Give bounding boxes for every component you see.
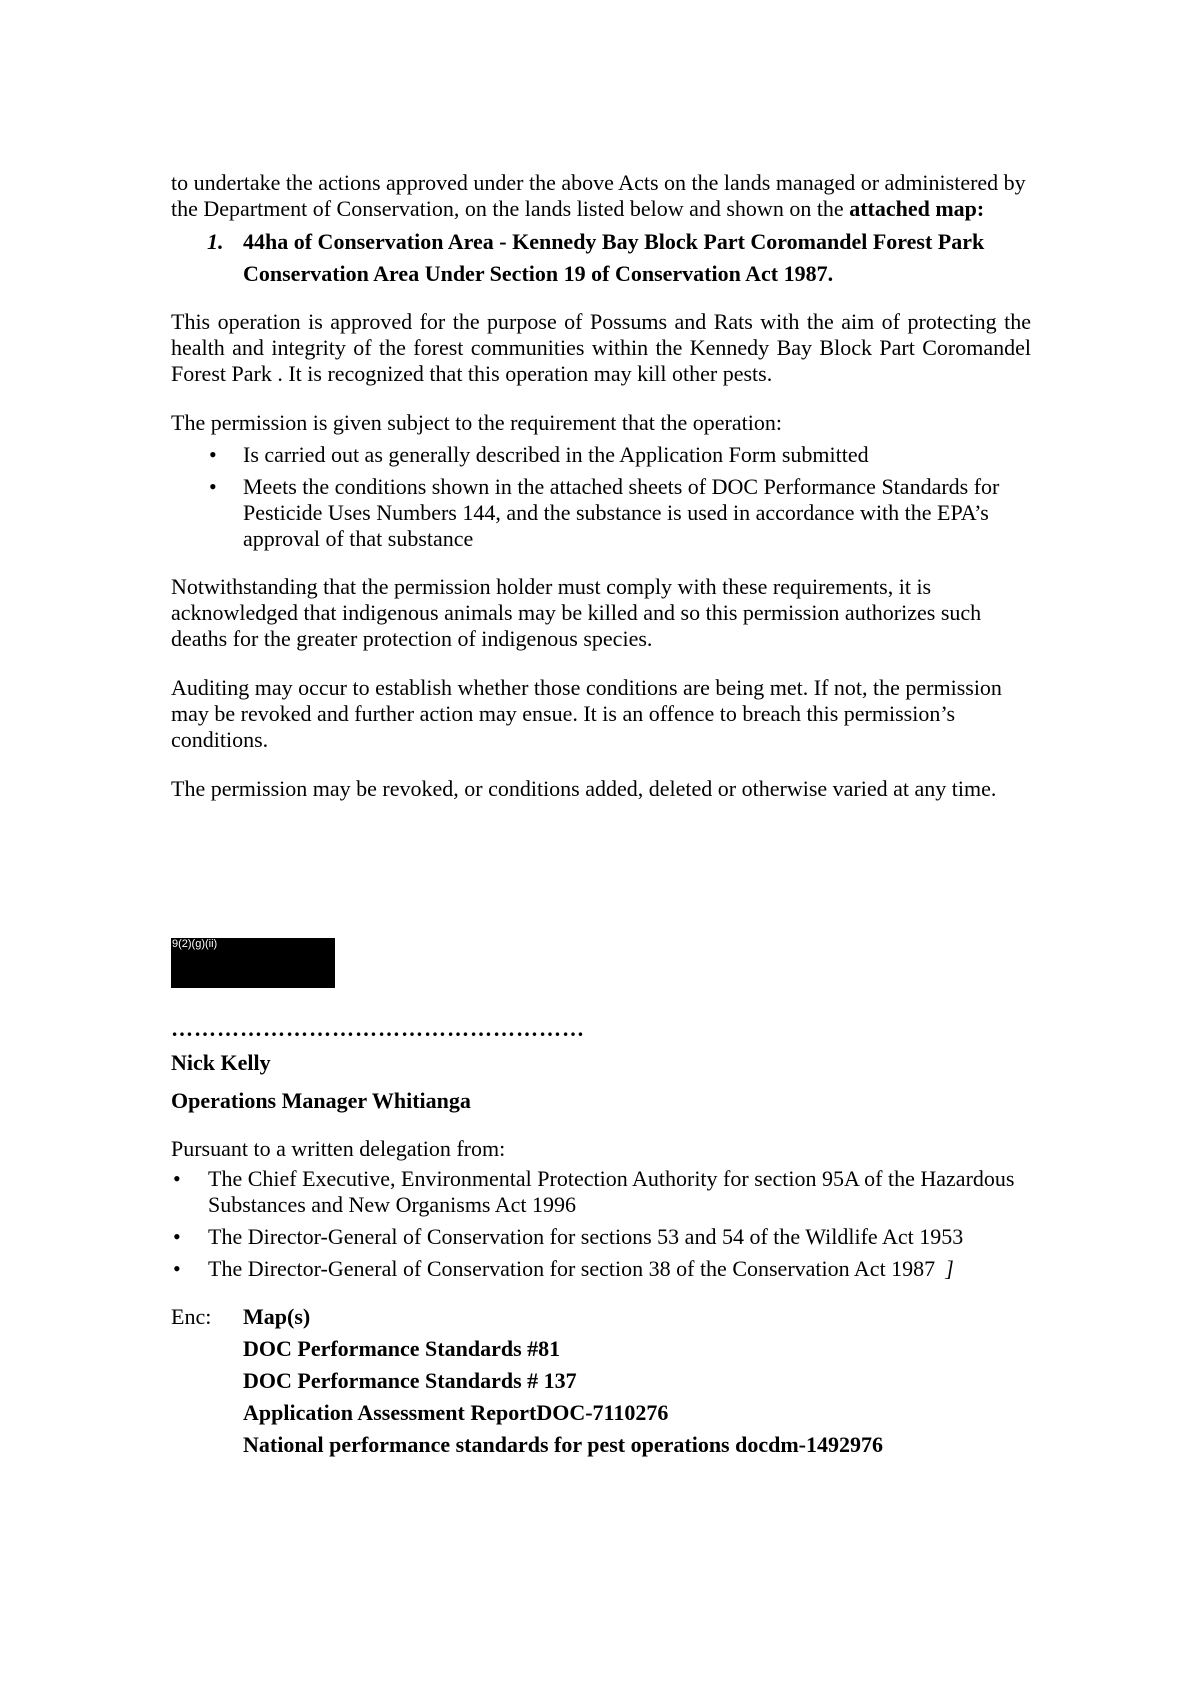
notwithstanding-paragraph: Notwithstanding that the permission holder must comply with these requirements, it is acknowledged that indigenous animals may be killed and so this permission authorizes such deaths for the greater protection of indigenous species. [171, 574, 982, 651]
list-item [171, 1256, 1031, 1282]
list-item [171, 442, 1031, 468]
signature-block [171, 1016, 1031, 1464]
list-item [171, 229, 1031, 287]
delegation-intro: Pursuant to a written delegation from: [171, 1136, 506, 1161]
attached-map-text: attached map: [849, 196, 985, 221]
delegation-text: The Director-General of Conservation for section 38 of the Conservation Act 1987 [208, 1256, 936, 1281]
list-item [171, 1166, 1031, 1218]
enclosure-item: National performance standards for pest operations docdm-1492976 [243, 1432, 884, 1457]
delegation-text: The Chief Executive, Environmental Protection Authority for section 95A of the Hazardous Substances and New Organisms Act 1996 [208, 1166, 1015, 1217]
lands-list [171, 229, 1031, 287]
enclosures-label: Enc: [171, 1304, 212, 1329]
enclosure-item: DOC Performance Standards # 137 [243, 1368, 577, 1393]
list-number: 1. [207, 229, 224, 254]
condition-text: Is carried out as generally described in the Application Form submitted [243, 442, 869, 467]
trailing-bracket: ] [945, 1256, 954, 1281]
list-item [171, 474, 1031, 552]
document-body [171, 170, 1031, 825]
enclosure-item: DOC Performance Standards #81 [243, 1336, 561, 1361]
revocation-paragraph: The permission may be revoked, or conditions added, deleted or otherwise varied at any time. [171, 776, 997, 801]
bullet-icon: • [173, 1256, 181, 1281]
bullet-icon: • [173, 1166, 181, 1191]
enclosure-item: Map(s) [243, 1304, 311, 1329]
conditions-list [171, 442, 1031, 552]
condition-text: Meets the conditions shown in the attached sheets of DOC Performance Standards for Pesticide Uses Numbers 144, and the substance is used in accordance with the EPA’s approval of that substance [243, 474, 1000, 551]
signatory-name: Nick Kelly [171, 1050, 271, 1075]
intro-paragraph [171, 170, 1031, 222]
bullet-icon: • [173, 1224, 181, 1249]
redaction-code: 9(2)(g)(ii) [172, 938, 218, 950]
enclosure-item: Application Assessment ReportDOC-7110276 [243, 1400, 669, 1425]
delegation-text: The Director-General of Conservation for sections 53 and 54 of the Wildlife Act 1953 [208, 1224, 964, 1249]
intro-text: to undertake the actions approved under the above Acts on the lands managed or administered by the Department of Conservation, on the lands listed below and shown on the [171, 170, 1026, 221]
land-subtitle: Conservation Area Under Section 19 of Conservation Act 1987. [243, 261, 834, 286]
delegation-list [171, 1166, 1031, 1282]
enclosures-list [243, 1304, 883, 1464]
signatory-title: Operations Manager Whitianga [171, 1088, 471, 1113]
bullet-icon: • [209, 474, 217, 499]
auditing-paragraph: Auditing may occur to establish whether those conditions are being met. If not, the permission may be revoked and further action may ensue. It is an offence to breach this permission’s conditions. [171, 675, 1002, 752]
purpose-paragraph: This operation is approved for the purpose of Possums and Rats with the aim of protecting the health and integrity of the forest communities within the Kennedy Bay Block Part Coromandel Forest Park . It is recognized that this operation may kill other pests. [171, 309, 1031, 386]
signature-line: ……………………………………………… [171, 1016, 585, 1041]
enclosures [171, 1304, 1031, 1464]
conditions-intro: The permission is given subject to the requirement that the operation: [171, 410, 782, 435]
land-title: 44ha of Conservation Area - Kennedy Bay Block Part Coromandel Forest Park [243, 229, 985, 254]
list-item [171, 1224, 1031, 1250]
redaction-box [171, 938, 335, 988]
bullet-icon: • [209, 442, 217, 467]
